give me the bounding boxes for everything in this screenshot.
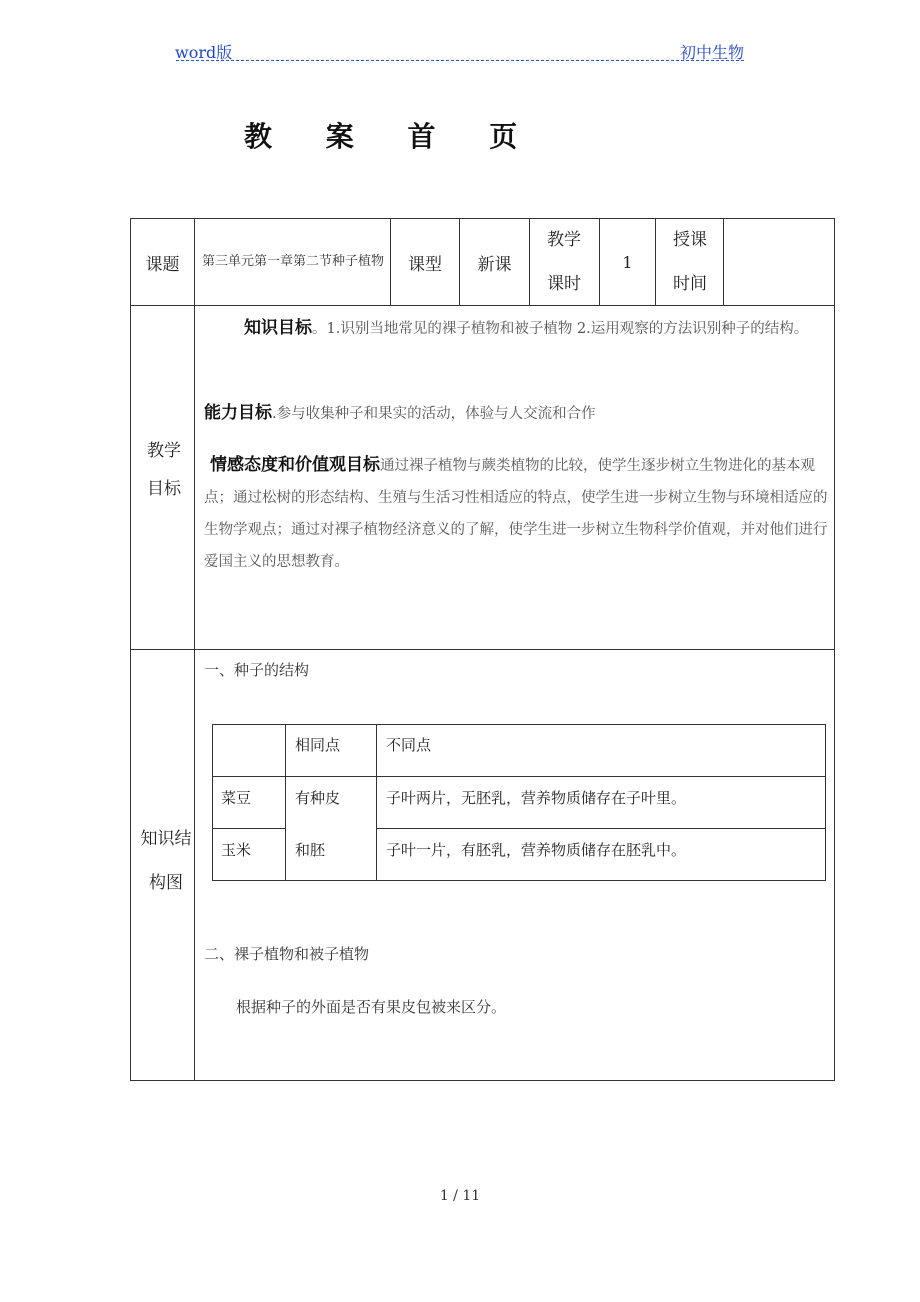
- seed-table-header-common: 相同点: [295, 736, 341, 754]
- seed-common-line2: 和胚: [295, 841, 326, 859]
- section-seed-structure: 一、种子的结构: [204, 661, 310, 679]
- topic-value: 第三单元第一章第二节种子植物: [201, 254, 384, 269]
- emotion-objective: [204, 449, 836, 578]
- date-value: [724, 219, 834, 305]
- knowledge-objective: [204, 312, 836, 345]
- header-divider: [176, 60, 744, 61]
- ability-objective-title: 能力目标: [204, 403, 272, 423]
- seed-row-name-bean: 菜豆: [221, 789, 252, 807]
- ability-objective: [204, 397, 836, 430]
- knowledge-objective-title: 知识目标: [244, 318, 312, 338]
- seed-table-header-diff: 不同点: [386, 736, 432, 754]
- section-plant-types: 二、裸子植物和被子植物: [204, 945, 370, 963]
- date-label: 授课时间: [673, 230, 707, 294]
- emotion-objective-text: 通过裸子植物与蕨类植物的比较，使学生逐步树立生物进化的基本观点；通过松树的形态结构、生殖与生活习性相适应的特点，使学生进一步树立生物与环境相适应的生物学观点；通过对裸子植物经济意义的了解，使学生进一步树立生物科学价值观，并对他们进行爱国主义的思想教育。: [204, 458, 828, 570]
- topic-label: 课题: [145, 254, 180, 275]
- type-value: 新课: [477, 254, 512, 275]
- seed-row-diff-bean: 子叶两片，无胚乳，营养物质储存在子叶里。: [386, 789, 687, 807]
- page-number: 1 / 11: [439, 1188, 481, 1204]
- hours-label: 教学课时: [547, 230, 581, 294]
- hours-value: 1: [622, 252, 633, 272]
- knowledge-objective-text: 。1.识别当地常见的裸子植物和被子植物 2.运用观察的方法识别种子的结构。: [312, 321, 809, 337]
- emotion-objective-title: 情感态度和价值观目标: [210, 455, 380, 475]
- page-title: 教 案 首 页: [244, 120, 540, 153]
- seed-row-diff-corn: 子叶一片，有胚乳，营养物质储存在胚乳中。: [386, 841, 687, 859]
- header-right-text: 初中生物: [679, 43, 744, 62]
- section-plant-types-text: 根据种子的外面是否有果皮包被来区分。: [236, 998, 507, 1016]
- ability-objective-text: .参与收集种子和果实的活动，体验与人交流和合作: [272, 406, 596, 422]
- seed-common-line1: 有种皮: [295, 789, 341, 807]
- objectives-label: 教学目标: [147, 441, 181, 499]
- knowledge-map-label: 知识结构图: [140, 829, 192, 893]
- seed-row-name-corn: 玉米: [221, 841, 252, 859]
- header-left-text: word版: [175, 43, 233, 62]
- type-label: 课型: [408, 254, 442, 275]
